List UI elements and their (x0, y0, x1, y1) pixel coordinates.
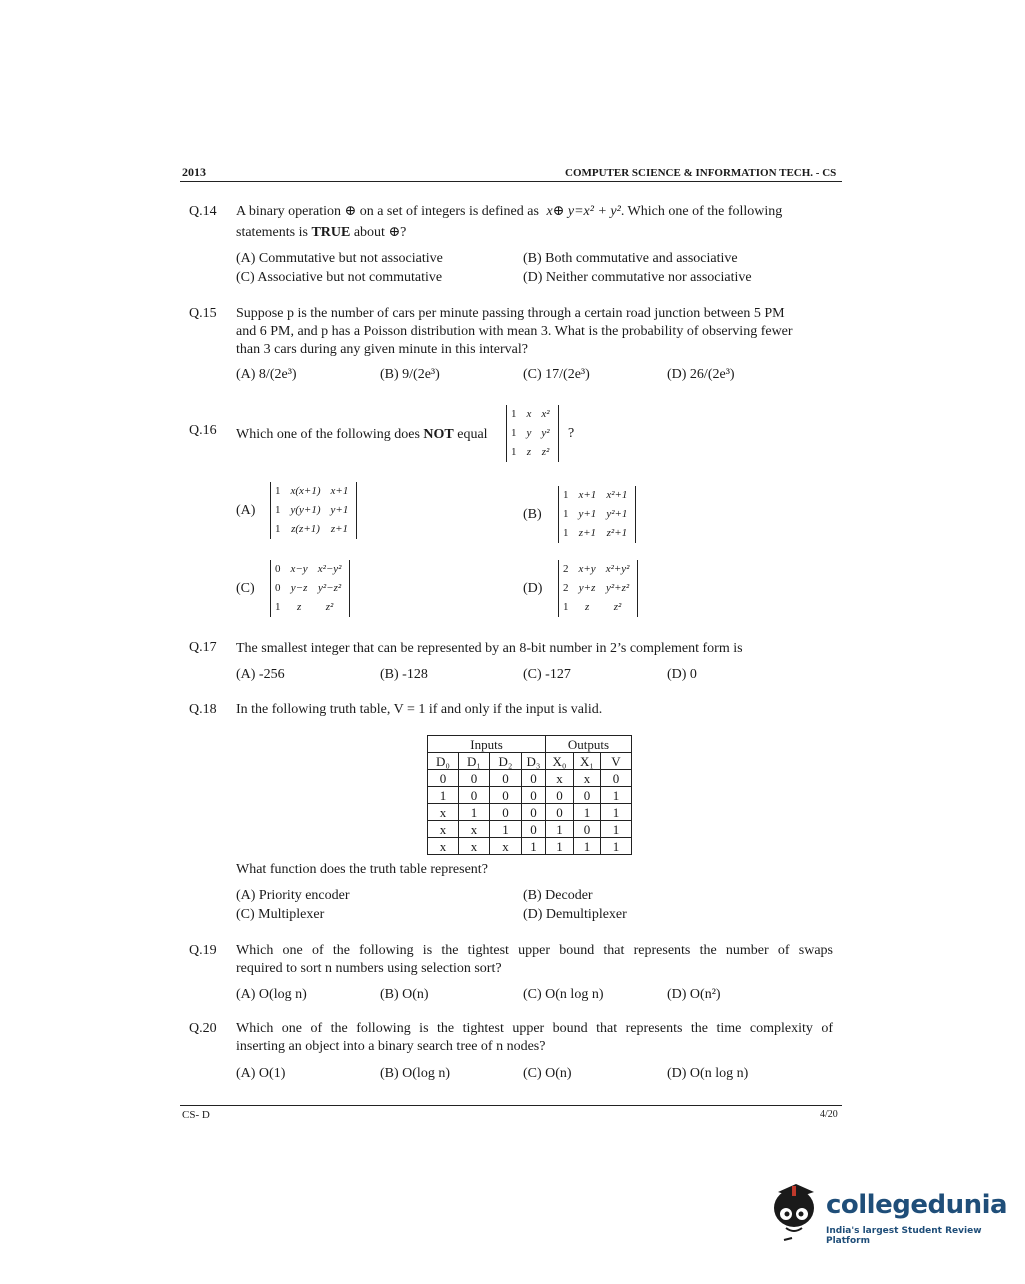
q14-option-c: (C) Associative but not commutative (236, 270, 443, 285)
q15-option-d: (D) 26/(2e³) (667, 367, 735, 382)
q19-option-d: (D) O(n²) (667, 987, 721, 1002)
q14-text-line2: statements is TRUE about ⊕? (236, 225, 407, 240)
q14-option-b: (B) Both commutative and associative (523, 251, 738, 266)
table-row: x 1 0 0 0 1 1 (428, 804, 632, 821)
table-row: 0 0 0 0 x x 0 (428, 770, 632, 787)
column-header: X₁ (574, 753, 601, 770)
column-header: D₃ (522, 753, 546, 770)
q18-question: What function does the truth table represent? (236, 862, 488, 877)
q18-truth-table (427, 735, 632, 855)
q14-text-line1: A binary operation ⊕ on a set of integers is defined as x⊕ y=x² + y². Which one of the following (236, 204, 783, 219)
q15-option-c: (C) 17/(2e³) (523, 367, 590, 382)
q20-option-c: (C) O(n) (523, 1066, 572, 1081)
q17-option-a: (A) -256 (236, 667, 285, 682)
q19-number: Q.19 (189, 943, 217, 958)
q17-number: Q.17 (189, 640, 217, 655)
column-header: V (601, 753, 632, 770)
q20-option-d: (D) O(n log n) (667, 1066, 749, 1081)
q18-option-d: (D) Demultiplexer (523, 907, 627, 922)
q20-text-line2: inserting an object into a binary search tree of n nodes? (236, 1039, 546, 1054)
q15-text-line3: than 3 cars during any given minute in this interval? (236, 342, 528, 357)
q16-option-a-determinant: 1 x(x+1) x+1 1 y(y+1) y+1 1 z(z+1) z+1 (270, 482, 357, 539)
collegedunia-logo-text: collegedunia (826, 1190, 1008, 1220)
q17-option-b: (B) -128 (380, 667, 428, 682)
q20-option-a: (A) O(1) (236, 1066, 286, 1081)
table-row: 1 0 0 0 0 0 1 (428, 787, 632, 804)
collegedunia-tagline: India's largest Student Review Platform (826, 1226, 982, 1246)
column-header: D₁ (459, 753, 490, 770)
q16-option-b-label: (B) (523, 507, 542, 522)
q18-option-b: (B) Decoder (523, 888, 593, 903)
collegedunia-mascot-icon (766, 1178, 824, 1248)
column-header: X₀ (546, 753, 574, 770)
q20-option-b: (B) O(log n) (380, 1066, 450, 1081)
q15-number: Q.15 (189, 306, 217, 321)
q15-option-a: (A) 8/(2e³) (236, 367, 297, 382)
q18-option-c: (C) Multiplexer (236, 907, 325, 922)
truth-table-outputs-header: Outputs (546, 736, 632, 753)
q19-text-line1: Which one of the following is the tightest upper bound that represents the number of swaps (236, 943, 833, 958)
q16-number: Q.16 (189, 423, 217, 438)
q16-option-b-determinant: 1 x+1 x²+1 1 y+1 y²+1 1 z+1 z²+1 (558, 486, 636, 543)
q19-text-line2: required to sort n numbers using selection sort? (236, 961, 502, 976)
truth-table-inputs-header: Inputs (428, 736, 546, 753)
q17-text: The smallest integer that can be represented by an 8-bit number in 2’s complement form is (236, 641, 743, 656)
header-year: 2013 (182, 165, 206, 179)
q18-text: In the following truth table, V = 1 if and only if the input is valid. (236, 702, 603, 717)
q20-number: Q.20 (189, 1021, 217, 1036)
table-row: x x 1 0 1 0 1 (428, 821, 632, 838)
table-row: x x x 1 1 1 1 (428, 838, 632, 855)
q16-option-a-label: (A) (236, 503, 256, 518)
q20-text-line1: Which one of the following is the tightest upper bound that represents the time complexity of (236, 1021, 833, 1036)
column-header: D₂ (490, 753, 522, 770)
q15-text-line2: and 6 PM, and p has a Poisson distribution with mean 3. What is the probability of observing fewer (236, 324, 793, 339)
q14-option-a: (A) Commutative but not associative (236, 251, 443, 266)
q14-number: Q.14 (189, 204, 217, 219)
q19-option-b: (B) O(n) (380, 987, 429, 1002)
q17-option-c: (C) -127 (523, 667, 571, 682)
q16-main-determinant: 1 x x² 1 y y² 1 z z² (506, 405, 559, 462)
q17-option-d: (D) 0 (667, 667, 697, 682)
q16-option-d-label: (D) (523, 581, 543, 596)
q18-number: Q.18 (189, 702, 217, 717)
q16-question-mark: ? (568, 426, 575, 441)
q16-option-c-determinant: 0 x−y x²−y² 0 y−z y²−z² 1 z z² (270, 560, 350, 617)
q16-text: Which one of the following does NOT equal (236, 427, 488, 442)
q15-text-line1: Suppose p is the number of cars per minute passing through a certain road junction between 5 PM (236, 306, 785, 321)
q15-option-b: (B) 9/(2e³) (380, 367, 440, 382)
footer-code: CS- D (182, 1109, 210, 1121)
q16-option-d-determinant: 2 x+y x²+y² 2 y+z y²+z² 1 z z² (558, 560, 638, 617)
q19-option-a: (A) O(log n) (236, 987, 307, 1002)
header-paper-title: COMPUTER SCIENCE & INFORMATION TECH. - CS (565, 167, 837, 179)
header-rule (180, 181, 842, 182)
column-header: D₀ (428, 753, 459, 770)
footer-rule (180, 1105, 842, 1106)
q18-option-a: (A) Priority encoder (236, 888, 350, 903)
truth-table-column-headers (428, 753, 632, 770)
footer-page-number: 4/20 (820, 1109, 838, 1120)
q19-option-c: (C) O(n log n) (523, 987, 604, 1002)
q14-option-d: (D) Neither commutative nor associative (523, 270, 752, 285)
q16-option-c-label: (C) (236, 581, 255, 596)
